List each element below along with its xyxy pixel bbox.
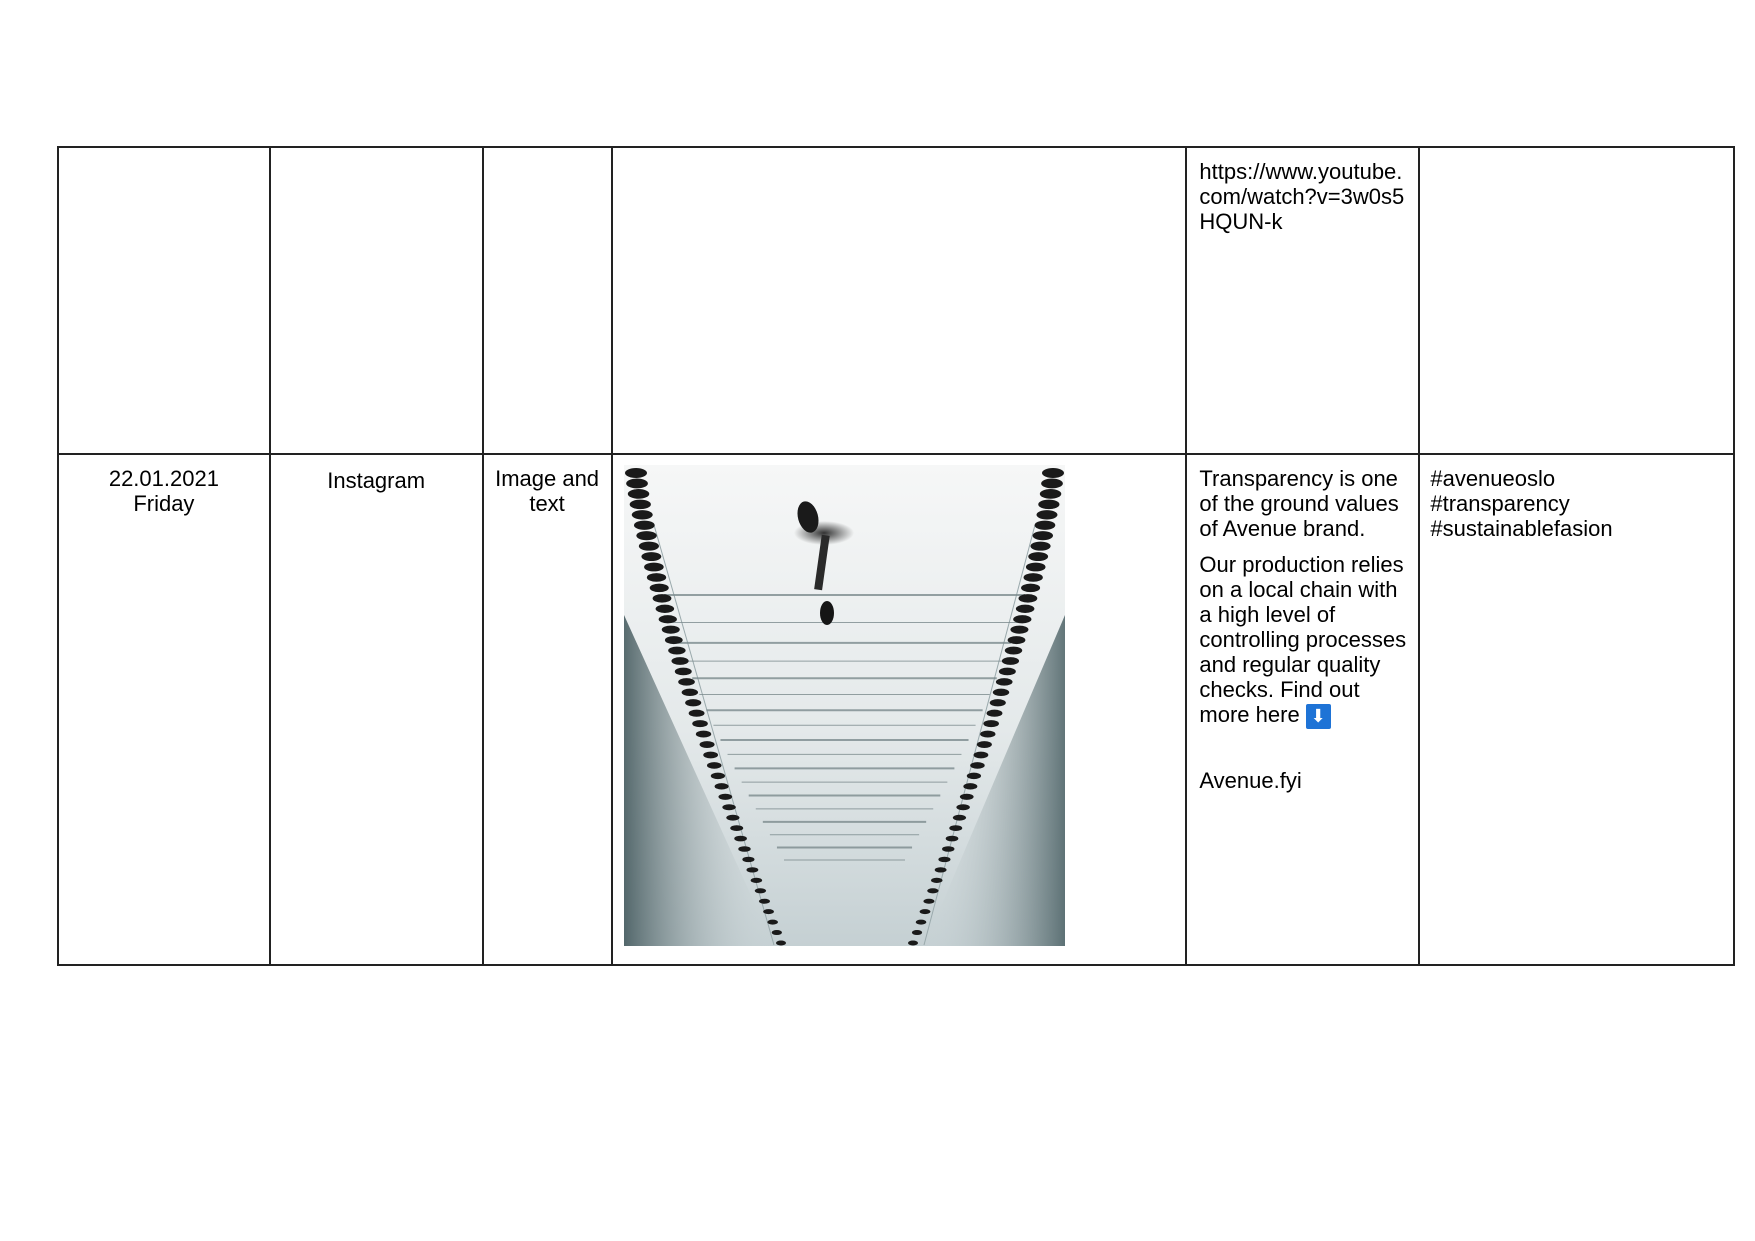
- caption-text: Our production relies on a local chain with a high level of controlling processes and regular quality checks. Find out more here: [1199, 552, 1407, 727]
- platform-cell: [270, 147, 483, 454]
- post-weekday: Friday: [133, 491, 195, 516]
- hashtag: #sustainablefasion: [1430, 516, 1613, 541]
- date-cell: [58, 454, 270, 965]
- platform-cell: [270, 454, 483, 965]
- platform-name: Instagram: [327, 468, 426, 493]
- post-date: 22.01.2021: [108, 466, 219, 491]
- youtube-link[interactable]: https://www.youtube.com/watch?v=3w0s5HQUN-k: [1199, 159, 1405, 234]
- content-plan-table: [57, 146, 1735, 966]
- table-row: [58, 454, 1734, 965]
- hashtag-cell: [1419, 147, 1734, 454]
- type-cell: [483, 454, 612, 965]
- visual-cell: [612, 454, 1187, 965]
- content-type: Image and text: [495, 466, 600, 516]
- caption-paragraph-2: [1199, 552, 1406, 729]
- photo-stairs-glass-icon: [624, 465, 1065, 946]
- hashtag-cell: [1419, 454, 1734, 965]
- caption-cell: [1186, 454, 1419, 965]
- caption-paragraph-1: Transparency is one of the ground values of Avenue brand.: [1199, 466, 1399, 541]
- caption-link[interactable]: Avenue.fyi: [1199, 767, 1302, 793]
- hashtag: #avenueoslo: [1430, 466, 1556, 491]
- visual-cell: [612, 147, 1187, 454]
- hashtag: #transparency: [1430, 491, 1570, 516]
- type-cell: [483, 147, 612, 454]
- date-cell: [58, 147, 270, 454]
- table-row: [58, 147, 1734, 454]
- down-arrow-emoji-icon: ⬇: [1306, 704, 1331, 729]
- caption-cell: [1186, 147, 1419, 454]
